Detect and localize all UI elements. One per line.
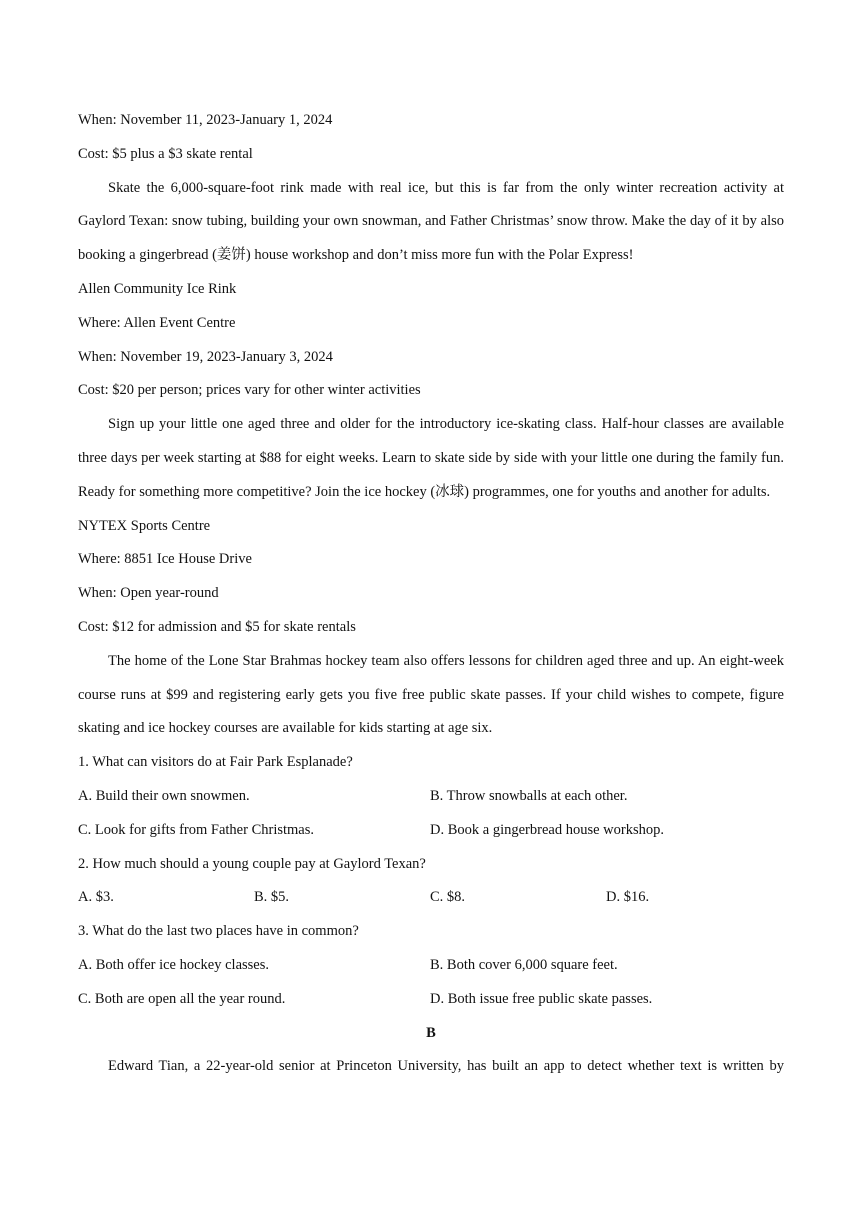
allen-where: Where: Allen Event Centre: [78, 314, 236, 331]
nytex-cost: Cost: $12 for admission and $5 for skate rentals: [78, 618, 356, 635]
question-1-options-row-1: [78, 780, 784, 814]
question-1-stem: 1. What can visitors do at Fair Park Esplanade?: [78, 754, 353, 771]
question-1-option-d: D. Book a gingerbread house workshop.: [430, 821, 664, 838]
nytex-when: When: Open year-round: [78, 585, 219, 602]
question-2-option-a: A. $3.: [78, 889, 114, 906]
question-3-option-d: D. Both issue free public skate passes.: [430, 990, 653, 1007]
question-3-options-row-1: [78, 949, 784, 983]
question-1-option-c: C. Look for gifts from Father Christmas.: [78, 821, 315, 838]
gaylord-when: When: November 11, 2023-January 1, 2024: [78, 112, 333, 128]
nytex-where: Where: 8851 Ice House Drive: [78, 551, 252, 568]
gaylord-cost: Cost: $5 plus a $3 skate rental: [78, 145, 253, 162]
question-3-option-c: C. Both are open all the year round.: [78, 990, 286, 1007]
question-1-option-a: A. Build their own snowmen.: [78, 787, 250, 804]
question-2-options-row: [78, 881, 784, 915]
allen-description: Sign up your little one aged three and older for the introductory ice-skating class. Half-hour classes are available three days per week starting at $88 for eight weeks. Learn to skate side by side with your little one during the family fun. Ready for something more competitive? Join the ice hockey (冰球) programmes, one for youths and another for adults.: [78, 416, 784, 500]
document-page: [78, 104, 784, 1084]
nytex-description: The home of the Lone Star Brahmas hockey team also offers lessons for children aged three and up. An eight-week course runs at $99 and registering early gets you five free public skate passes. If your child wishes to compete, figure skating and ice hockey courses are available for kids starting at age six.: [78, 652, 784, 737]
question-3-options-row-2: [78, 983, 784, 1017]
section-b-intro: Edward Tian, a 22-year-old senior at Princeton University, has built an app to detect whether text is written by: [108, 1058, 784, 1075]
question-1-option-b: B. Throw snowballs at each other.: [430, 787, 628, 804]
allen-name: Allen Community Ice Rink: [78, 280, 237, 297]
gaylord-description: Skate the 6,000-square-foot rink made with real ice, but this is far from the only winter recreation activity at Gaylord Texan: snow tubing, building your own snowman, and Father Christmas’ snow throw. Make the day of it by also booking a gingerbread (姜饼) house workshop and don’t miss more fun with the Polar Express!: [78, 179, 784, 264]
section-b-heading: B: [426, 1024, 436, 1041]
allen-when: When: November 19, 2023-January 3, 2024: [78, 348, 333, 365]
question-2-option-b: B. $5.: [254, 889, 290, 906]
nytex-name: NYTEX Sports Centre: [78, 517, 211, 534]
question-3-option-a: A. Both offer ice hockey classes.: [78, 956, 269, 973]
question-3-stem: 3. What do the last two places have in common?: [78, 923, 359, 940]
question-2-option-c: C. $8.: [430, 889, 466, 906]
question-2-option-d: D. $16.: [606, 889, 650, 906]
question-3-option-b: B. Both cover 6,000 square feet.: [430, 956, 618, 973]
allen-cost: Cost: $20 per person; prices vary for other winter activities: [78, 382, 421, 399]
question-2-stem: 2. How much should a young couple pay at Gaylord Texan?: [78, 855, 426, 872]
question-1-options-row-2: [78, 814, 784, 848]
